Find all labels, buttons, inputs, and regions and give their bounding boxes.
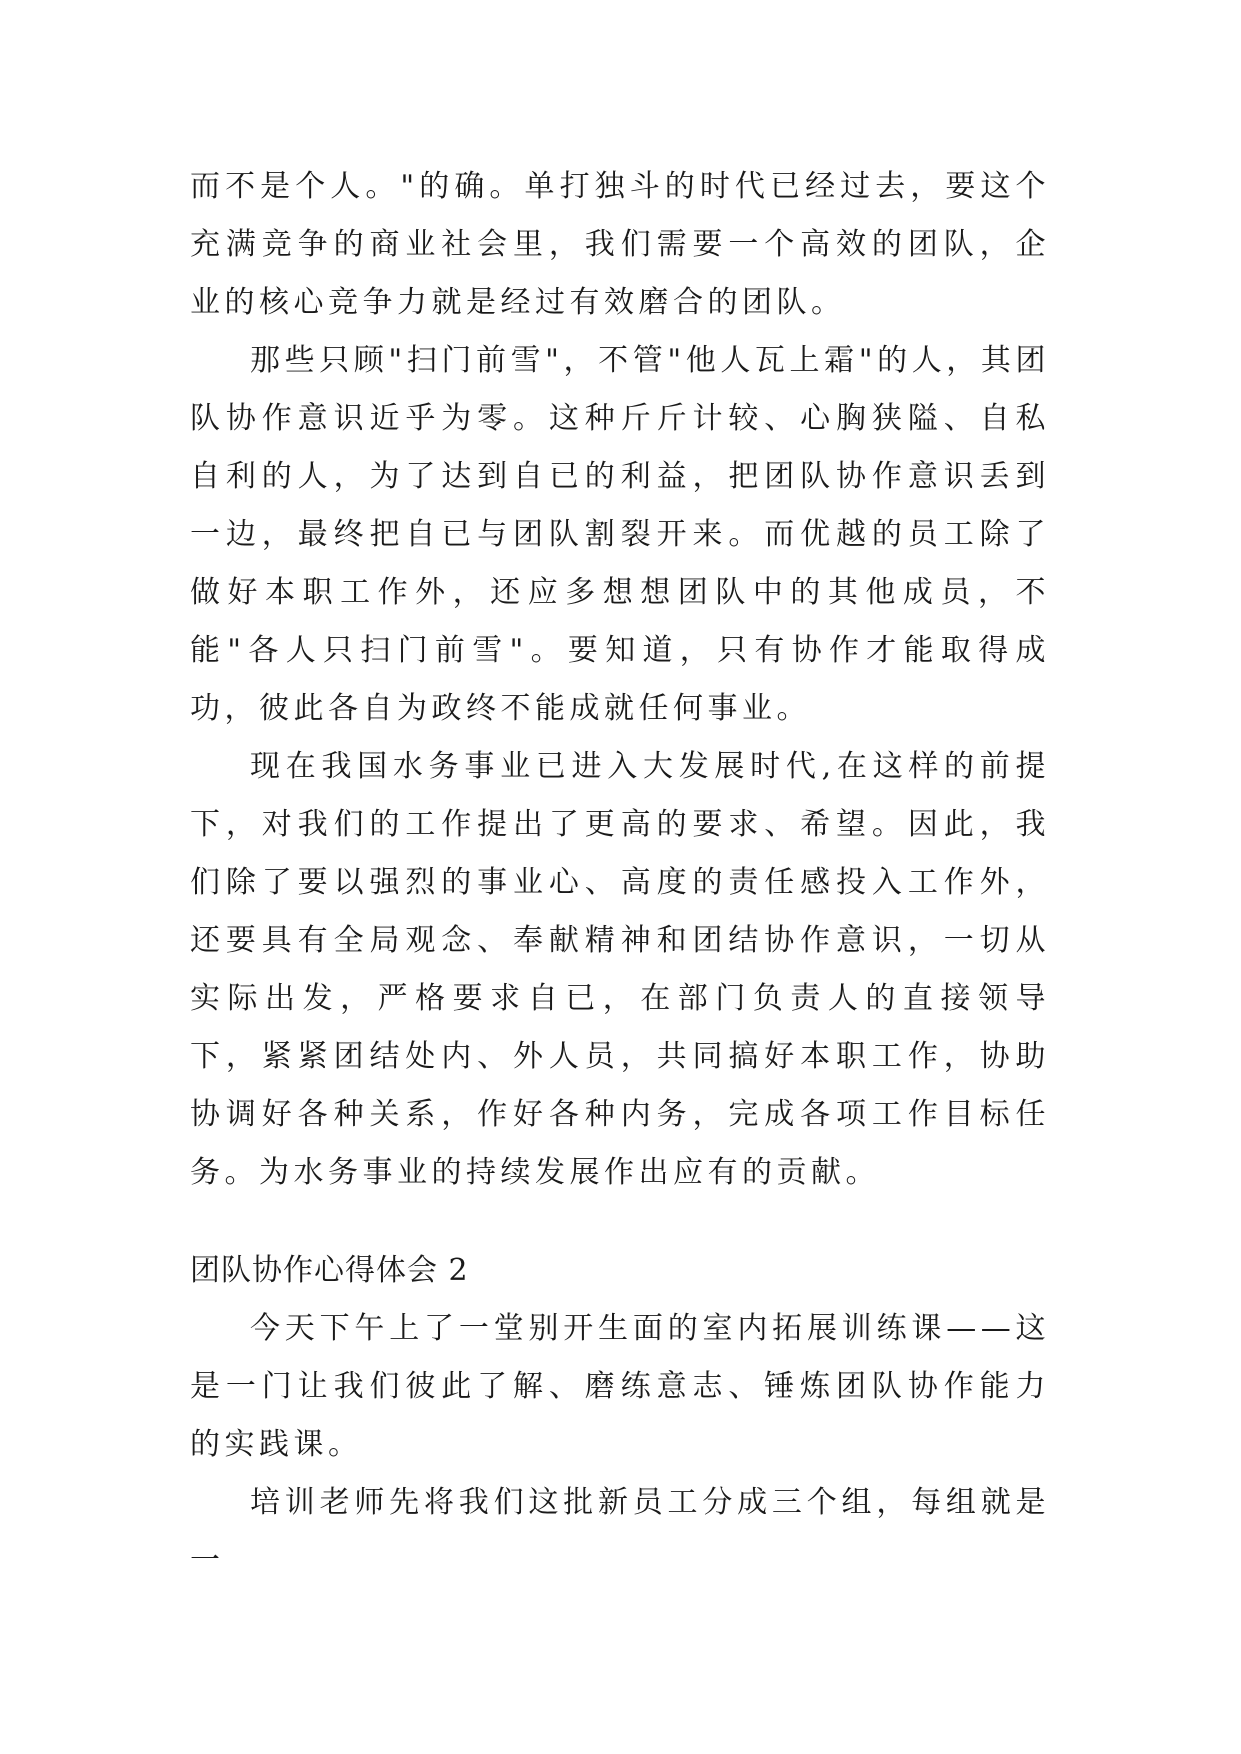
- paragraph-1: 而不是个人。"的确。单打独斗的时代已经过去，要这个充满竞争的商业社会里，我们需要一个高效的团队，企业的核心竞争力就是经过有效磨合的团队。: [190, 169, 1050, 320]
- paragraph-2: 那些只顾"扫门前雪"，不管"他人瓦上霜"的人，其团队协作意识近乎为零。这种斤斤计较、心胸狭隘、自私自利的人，为了达到自已的利益，把团队协作意识丢到一边，最终把自已与团队割裂开来。而优越的员工除了做好本职工作外，还应多想想团队中的其他成员，不能"各人只扫门前雪"。要知道，只有协作才能取得成功，彼此各自为政终不能成就任何事业。: [190, 343, 1050, 726]
- document-page: [190, 158, 1050, 1590]
- section-paragraph-2: 培训老师先将我们这批新员工分成三个组，每组就是一: [190, 1485, 1050, 1578]
- paragraph-3: 现在我国水务事业已进入大发展时代,在这样的前提下，对我们的工作提出了更高的要求、希望。因此，我们除了要以强烈的事业心、高度的责任感投入工作外，还要具有全局观念、奉献精神和团结协作意识，一切从实际出发，严格要求自已，在部门负责人的直接领导下，紧紧团结处内、外人员，共同搞好本职工作，协助协调好各种关系，作好各种内务，完成各项工作目标任务。为水务事业的持续发展作出应有的贡献。: [190, 749, 1050, 1190]
- section-title: 团队协作心得体会 2: [190, 1253, 469, 1288]
- section-paragraph-1: 今天下午上了一堂别开生面的室内拓展训练课——这是一门让我们彼此了解、磨练意志、锤炼团队协作能力的实践课。: [190, 1311, 1050, 1462]
